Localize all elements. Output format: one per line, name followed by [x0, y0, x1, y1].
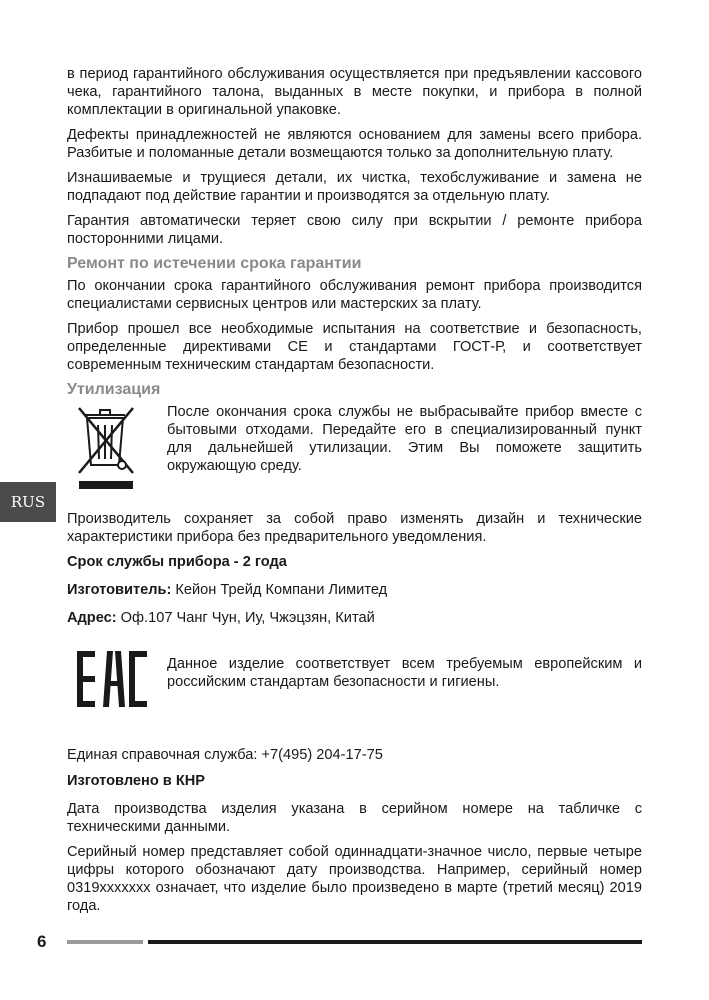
- manufacturer-line: [67, 581, 642, 599]
- footer-rule-black: [148, 940, 642, 944]
- heading-disposal: Утилизация: [67, 381, 161, 398]
- manufacturer-value: Кейон Трейд Компани Лимитед: [171, 582, 388, 598]
- disposal-text: После окончания срока службы не выбрасывайте прибор вместе с бытовыми отходами. Передайте его в специализированный пункт для дальнейшей утилизации. Этим Вы поможете защитить окружающую среду.: [167, 404, 642, 474]
- address-label: Адрес:: [67, 610, 117, 626]
- paragraph-accessory-defects: Дефекты принадлежностей не являются основанием для замены всего прибора. Разбитые и поломанные детали возмещаются только за дополнительную плату.: [67, 127, 642, 161]
- footer-rule-grey: [67, 940, 143, 944]
- made-in: Изготовлено в КНР: [67, 773, 206, 789]
- service-life: Срок службы прибора - 2 года: [67, 554, 287, 570]
- paragraph-compliance: Прибор прошел все необходимые испытания на соответствие и безопасность, определенные директивами CE и стандартами ГОСТ-Р, и соответствует современным техническим стандартам безопасности.: [67, 321, 642, 373]
- page-number: 6: [37, 932, 47, 951]
- paragraph-manufacturer-rights: Производитель сохраняет за собой право изменять дизайн и технические характеристики прибора без предварительного уведомления.: [67, 511, 642, 545]
- language-tab-label: RUS: [10, 493, 46, 511]
- paragraph-warranty-void: Гарантия автоматически теряет свою силу при вскрытии / ремонте прибора посторонними лицами.: [67, 213, 642, 247]
- paragraph-warranty-conditions: в период гарантийного обслуживания осуществляется при предъявлении кассового чека, гарантийного талона, выданных в месте покупки, и прибора в полной комплектации в оригинальной упаковке.: [67, 66, 642, 118]
- paragraph-wear-parts: Изнашиваемые и трущиеся детали, их чистка, техобслуживание и замена не подпадают под действие гарантии и производятся за отдельную плату.: [67, 170, 642, 204]
- crossed-out-wheelie-bin-icon: [67, 403, 167, 496]
- heading-repair: Ремонт по истечении срока гарантии: [67, 255, 362, 272]
- address-value: Оф.107 Чанг Чун, Иу, Чжэцзян, Китай: [116, 610, 375, 626]
- eac-mark-icon: [67, 649, 167, 714]
- disposal-block: [67, 403, 642, 496]
- address-line: [67, 609, 642, 627]
- eac-text: Данное изделие соответствует всем требуемым европейским и российским стандартам безопасности и гигиены.: [167, 656, 642, 690]
- hotline: Единая справочная служба: +7(495) 204-17-75: [67, 747, 383, 763]
- eac-block: [67, 649, 642, 714]
- page-content: [67, 65, 642, 922]
- paragraph-post-warranty-repair: По окончании срока гарантийного обслуживания ремонт прибора производится специалистами сервисных центров или мастерских за плату.: [67, 278, 642, 312]
- paragraph-production-date: Дата производства изделия указана в серийном номере на табличке с техническими данными.: [67, 801, 642, 835]
- language-tab: [0, 482, 56, 522]
- manufacturer-label: Изготовитель:: [67, 582, 172, 598]
- paragraph-serial-number: Серийный номер представляет собой одиннадцати-значное число, первые четыре цифры которого обозначают дату производства. Например, серийный номер 0319xxxxxxx означает, что изделие было произведено в марте (третий месяц) 2019 года.: [67, 844, 642, 914]
